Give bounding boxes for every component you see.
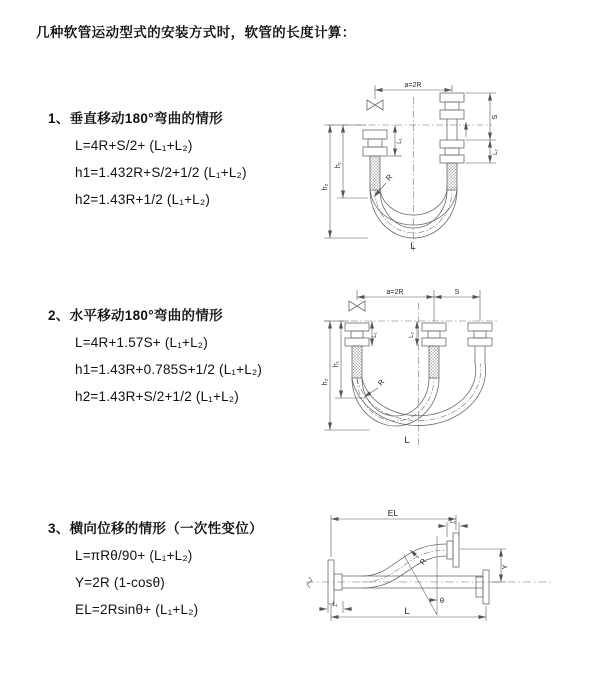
s-curve-hose-displaced bbox=[362, 544, 447, 588]
right-flange-original-position bbox=[476, 570, 489, 604]
diagram-vertical-travel-180-bend bbox=[310, 75, 600, 260]
hose-drawing bbox=[324, 301, 498, 448]
diagram-lateral-displacement bbox=[300, 505, 600, 645]
centerline-break-mark bbox=[307, 577, 312, 588]
dim-label-el: EL bbox=[387, 508, 399, 518]
section-2-heading: 2、水平移动180°弯曲的情形 bbox=[48, 308, 223, 323]
dim-label-l2: L₂ bbox=[450, 519, 456, 525]
dim-label-length: L bbox=[410, 241, 416, 252]
dim-label-offset: Y bbox=[500, 564, 509, 570]
diagram-labels bbox=[322, 82, 499, 252]
section-lateral-offset bbox=[48, 520, 263, 619]
formula-length: L=4R+S/2+ (L₁+L₂) bbox=[75, 138, 193, 153]
formula-length: L=πRθ/90+ (L₁+L₂) bbox=[75, 548, 193, 563]
dim-label-length: L bbox=[404, 606, 410, 617]
pipe-stub bbox=[447, 119, 457, 140]
section-horizontal-travel bbox=[48, 307, 262, 406]
middle-fitting-original-position bbox=[422, 323, 446, 378]
right-fitting-lower-position bbox=[440, 140, 464, 190]
right-fitting-upper-position bbox=[440, 93, 464, 119]
formula-y: Y=2R (1-cosθ) bbox=[75, 575, 166, 590]
dim-label-h1: h₁ bbox=[333, 360, 340, 368]
dim-label-h2: h₂ bbox=[322, 183, 329, 191]
dim-label-l1: L₁ bbox=[397, 138, 403, 144]
dim-label-h1: h₁ bbox=[335, 161, 342, 169]
formula-el: EL=2Rsinθ+ (L₁+L₂) bbox=[75, 602, 199, 617]
right-fitting-moved-position bbox=[468, 323, 492, 363]
dim-label-span: a=2R bbox=[386, 289, 404, 296]
dimension-lines bbox=[324, 290, 480, 430]
right-flange-displaced-position bbox=[447, 533, 459, 567]
dim-label-span: a=2R bbox=[404, 82, 422, 89]
dim-label-l1: L₁ bbox=[332, 602, 338, 608]
valve-icon bbox=[349, 301, 365, 311]
formula-h2: h2=1.43R+1/2 (L₁+L₂) bbox=[75, 192, 211, 207]
dim-label-h2: h₂ bbox=[322, 378, 329, 386]
section-1-heading: 1、垂直移动180°弯曲的情形 bbox=[48, 111, 223, 126]
braid-section bbox=[429, 346, 439, 378]
diagram-labels bbox=[332, 508, 509, 617]
formula-length: L=4R+1.57S+ (L₁+L₂) bbox=[75, 335, 208, 350]
u-hose-curves bbox=[352, 363, 486, 426]
dim-label-l2: L₂ bbox=[409, 332, 415, 338]
section-3-heading: 3、横向位移的情形（一次性变位） bbox=[48, 521, 263, 536]
section-vertical-travel bbox=[48, 110, 247, 209]
braid-section bbox=[447, 163, 457, 190]
angle-construction-lines bbox=[404, 536, 437, 615]
dim-label-radius: R bbox=[375, 377, 387, 388]
braid-section bbox=[352, 346, 362, 378]
left-fitting bbox=[345, 323, 369, 378]
formula-h2: h2=1.43R+S/2+1/2 (L₁+L₂) bbox=[75, 389, 239, 404]
hose-drawing bbox=[328, 93, 492, 251]
formula-h1: h1=1.432R+S/2+1/2 (L₁+L₂) bbox=[75, 165, 247, 180]
dim-label-radius: R bbox=[417, 556, 429, 567]
dim-label-l1: L₁ bbox=[372, 332, 378, 338]
page-title: 几种软管运动型式的安装方式时，软管的长度计算： bbox=[36, 25, 356, 40]
formula-h1: h1=1.43R+0.785S+1/2 (L₁+L₂) bbox=[75, 362, 263, 377]
left-fitting bbox=[363, 130, 387, 190]
dim-label-length: L bbox=[404, 435, 410, 446]
diagram-horizontal-travel-180-bend bbox=[310, 278, 600, 453]
dim-label-radius: R bbox=[383, 172, 395, 183]
dim-label-travel: S bbox=[454, 289, 460, 296]
braid-section bbox=[370, 156, 380, 190]
dim-label-travel: S bbox=[492, 114, 499, 120]
dim-label-l2: L₂ bbox=[493, 149, 499, 155]
valve-icon bbox=[367, 100, 383, 110]
angle-arc bbox=[430, 600, 438, 602]
dim-label-theta: θ bbox=[439, 596, 445, 605]
